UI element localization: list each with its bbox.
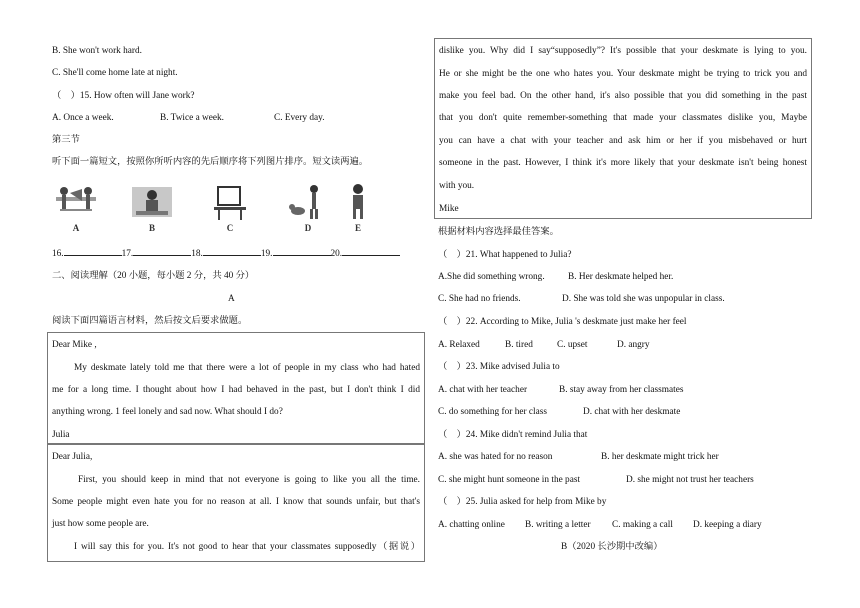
letter-mike-box <box>47 444 425 562</box>
q25-option-d[interactable]: D. keeping a diary <box>693 520 762 530</box>
passage-b-label: B（2020 长沙期中改编） <box>561 542 663 552</box>
blank-18[interactable] <box>203 254 261 256</box>
q15-option-b: B. Twice a week. <box>160 113 224 123</box>
q21-question: （ ）21. What happened to Julia? <box>438 250 572 260</box>
blank-20[interactable] <box>342 254 400 256</box>
blank-17[interactable] <box>133 254 191 256</box>
letter-mike-cont-line-6: someone in the past. However, I think it's more likely that your deskmate isn't being honest <box>439 158 807 168</box>
q23-option-c[interactable]: C. do something for her class <box>438 407 547 417</box>
letter-mike-continued-box <box>434 38 812 219</box>
blank-17-label: 17. <box>121 249 134 259</box>
q22-option-b[interactable]: B. tired <box>505 340 533 350</box>
blank-20-label: 20. <box>330 249 343 259</box>
picture-d <box>288 183 328 233</box>
blank-16[interactable] <box>64 254 122 256</box>
q21-option-d[interactable]: D. She was told she was unpopular in class. <box>562 294 725 304</box>
letter-mike-line-1: First, you should keep in mind that not everyone is going to like you all the time. <box>78 475 420 485</box>
letter-mike-line-3: just how some people are. <box>52 519 149 529</box>
blank-19-label: 19. <box>260 249 273 259</box>
letter-mike-cont-line-4: that you don't quite remember-something that made your classmates dislike you, Maybe <box>439 113 807 123</box>
q23-question: （ ）23. Mike advised Julia to <box>438 362 560 372</box>
q21-option-a[interactable]: A.She did something wrong. <box>438 272 545 282</box>
q22-option-a[interactable]: A. Relaxed <box>438 340 480 350</box>
picture-b-label: B <box>148 223 155 233</box>
letter-mike-greeting: Dear Julia, <box>52 452 93 462</box>
picture-d-label: D <box>304 223 312 233</box>
letter-mike-cont-line-5: you can have a chat with your teacher and ask him or her if you misbehaved or hurt <box>439 136 807 146</box>
blank-16-label: 16. <box>52 249 64 259</box>
part2-heading: 二、阅读理解（20 小题，每小题 2 分，共 40 分） <box>52 271 255 281</box>
q22-option-d[interactable]: D. angry <box>617 340 650 350</box>
letter-julia-line-2: me for a long time. I thought about how I had behaved in the past, but I don't think I did <box>52 385 420 395</box>
q23-option-b[interactable]: B. stay away from her classmates <box>559 385 684 395</box>
letter-julia-line-1: My deskmate lately told me that there were a lot of people in my class who had hated <box>74 363 420 373</box>
picture-c <box>210 183 250 233</box>
letter-mike-signature: Mike <box>439 204 459 214</box>
person-at-desk-icon <box>132 183 172 223</box>
q24-option-a[interactable]: A. she was hated for no reason <box>438 452 553 462</box>
q14-option-b: B. She won't work hard. <box>52 46 142 56</box>
q15-option-a: A. Once a week. <box>52 113 114 123</box>
q25-option-c[interactable]: C. making a call <box>612 520 673 530</box>
q24-option-d[interactable]: D. she might not trust her teachers <box>626 475 754 485</box>
q14-option-c: C. She'll come home late at night. <box>52 68 178 78</box>
letter-mike-cont-line-3: make you feel bad. On the other hand, it's also possible that you did something in the past <box>439 91 807 101</box>
q24-option-c[interactable]: C. she might hunt someone in the past <box>438 475 581 485</box>
letter-mike-line-4: I will say this for you. It's not good to hear that your classmates supposedly（据说） <box>74 542 420 552</box>
letter-julia-line-3: anything wrong. 1 feel lonely and sad now. What should I do? <box>52 407 283 417</box>
reading-instructions: 阅读下面四篇语言材料，然后按文后要求做题。 <box>52 316 248 326</box>
letter-julia-signature: Julia <box>52 430 70 440</box>
letter-mike-cont-line-2: He or she might be the one who hates you. Your deskmate might be trying to trick you and <box>439 69 807 79</box>
answer-blanks <box>52 248 400 260</box>
letter-julia-greeting: Dear Mike , <box>52 340 97 350</box>
passage-a-label: A <box>228 294 235 304</box>
letter-mike-line-2: Some people might even hate you for no reason at all. I know that sounds unfair, but that's <box>52 497 420 507</box>
q21-option-c[interactable]: C. She had no friends. <box>438 294 521 304</box>
picture-strip <box>52 183 382 235</box>
picture-a <box>56 183 96 233</box>
blank-18-label: 18. <box>191 249 203 259</box>
q21-option-b[interactable]: B. Her deskmate helped her. <box>568 272 674 282</box>
blank-19[interactable] <box>273 254 331 256</box>
q25-question: （ ）25. Julia asked for help from Mike by <box>438 497 607 507</box>
q15-option-c: C. Every day. <box>274 113 325 123</box>
q23-option-d[interactable]: D. chat with her deskmate <box>583 407 681 417</box>
q25-option-a[interactable]: A. chatting online <box>438 520 505 530</box>
computer-desk-icon <box>210 183 250 223</box>
q22-question: （ ）22. According to Mike, Julia 's deskmate just make her feel <box>438 317 687 327</box>
picture-c-label: C <box>226 223 234 233</box>
section3-instructions: 听下面一篇短文，按照你所听内容的先后顺序将下列图片排序。短文读两遍。 <box>52 157 369 167</box>
picture-a-label: A <box>72 223 80 233</box>
q24-question: （ ）24. Mike didn't remind Julia that <box>438 430 588 440</box>
q23-option-a[interactable]: A. chat with her teacher <box>438 385 528 395</box>
question-instructions: 根据材料内容选择最佳答案。 <box>438 227 559 237</box>
picture-b <box>132 183 172 233</box>
q22-option-c[interactable]: C. upset <box>557 340 588 350</box>
picture-e-label: E <box>354 223 361 233</box>
q25-option-b[interactable]: B. writing a letter <box>525 520 591 530</box>
letter-mike-cont-line-7: with you. <box>439 181 475 191</box>
person-walking-icon <box>338 183 378 223</box>
q15-question: （ ）15. How often will Jane work? <box>52 91 195 101</box>
people-talking-icon <box>56 183 96 223</box>
letter-julia-box <box>47 332 425 444</box>
q24-option-b[interactable]: B. her deskmate might trick her <box>601 452 719 462</box>
section3-heading: 第三节 <box>52 135 80 145</box>
person-with-dog-icon <box>288 183 328 223</box>
picture-e <box>338 183 378 233</box>
letter-mike-cont-line-1: dislike you. Why did I say“supposedly”? It's possible that your deskmate is lying to you. <box>439 46 807 56</box>
